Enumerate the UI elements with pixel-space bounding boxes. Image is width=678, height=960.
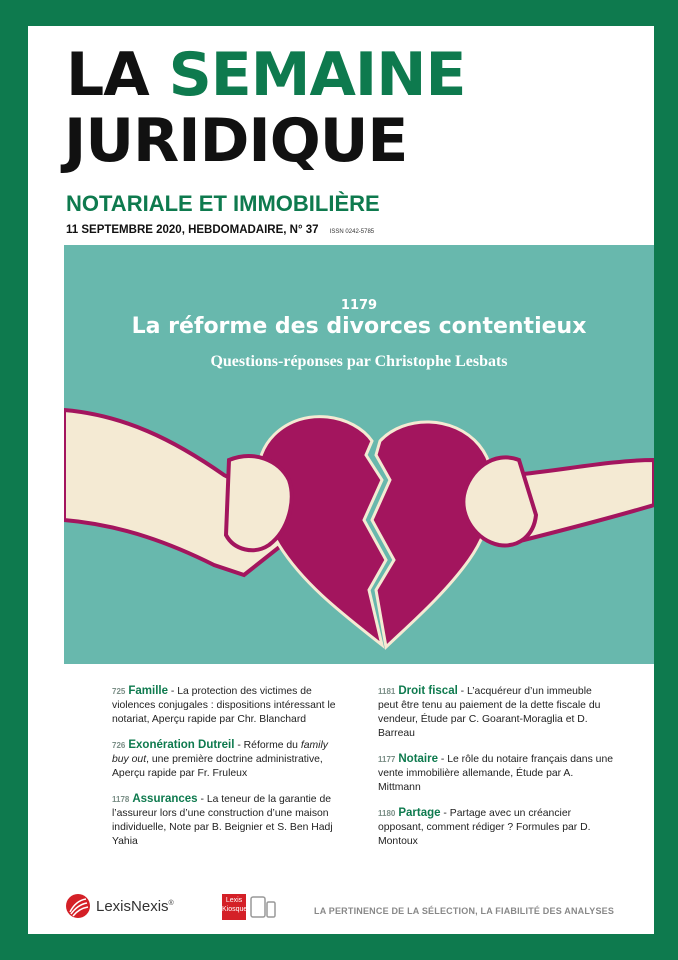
- entry-category: Famille: [128, 685, 168, 697]
- entry-number: 725: [112, 687, 126, 696]
- heart-right-half: [372, 422, 493, 647]
- lexisnexis-logo[interactable]: [66, 892, 174, 920]
- entry-text: Réforme du: [243, 740, 301, 751]
- right-hand: [463, 457, 536, 545]
- cover-illustration: [64, 245, 654, 664]
- contents-entry[interactable]: 1181 Droit fiscal - L’acquéreur d’un immeuble peut être tenu au paiement de la dette fiscale du vendeur, Étude par C. Goarant-Moraglia et D. Barreau: [378, 685, 601, 739]
- entry-text-end: , une première doctrine administrative, Aperçu rapide par Fr. Fruleux: [112, 754, 323, 779]
- entry-category: Notaire: [398, 753, 438, 765]
- slogan: LA PERTINENCE DE LA SÉLECTION, LA FIABILITÉ DES ANALYSES: [314, 906, 615, 916]
- issn: ISSN 0242-5785: [329, 229, 375, 235]
- issue-date: 11 SEPTEMBRE 2020, HEBDOMADAIRE, N° 37: [66, 224, 319, 236]
- entry-text: L’acquéreur d’un immeuble peut être tenu au paiement de la dette fiscale du vendeur, Étude par C. Goarant-Moraglia et D. Barreau: [378, 686, 601, 739]
- cover-page: [28, 26, 654, 934]
- contents-entry[interactable]: 1178 Assurances - La teneur de la garantie de l’assureur lors d’une construction d’une maison individuelle, Note par B. Beignier et S. Ben Hadj Yahia: [112, 793, 333, 847]
- lexis-kiosque-icon[interactable]: Lexis Kiosque: [222, 894, 246, 920]
- entry-category: Droit fiscal: [398, 685, 458, 697]
- cover-story-number: 1179: [340, 298, 378, 313]
- devices-icon: [250, 896, 276, 920]
- masthead-semaine: SEMAINE: [168, 40, 466, 110]
- contents-entry[interactable]: 1177 Notaire - Le rôle du notaire français dans une vente immobilière allemande, Étude par A. Mittmann: [378, 753, 614, 793]
- entry-number: 726: [112, 741, 126, 750]
- lexisnexis-emblem-icon: [66, 894, 90, 918]
- masthead-juridique: JURIDIQUE: [64, 106, 408, 176]
- contents-entry[interactable]: 726 Exonération Dutreil - Réforme du family buy out, une première doctrine administrative, Aperçu rapide par Fr. Fruleux: [112, 739, 328, 779]
- masthead-la: LA: [66, 40, 149, 110]
- entry-text-italic: family buy out: [112, 740, 328, 765]
- entry-number: 1177: [378, 755, 396, 764]
- entry-category: Partage: [398, 807, 441, 819]
- contents-left-column: [112, 684, 344, 860]
- entry-text: La teneur de la garantie de l’assureur lors d’une construction d’une maison individuelle, Note par B. Beignier et S. Ben Hadj Yahia: [112, 794, 333, 847]
- entry-text: La protection des victimes de violences conjugales : dispositions intéressant le notariat, Aperçu rapide par Chr. Blanchard: [112, 686, 336, 725]
- contents-entry[interactable]: 725 Famille - La protection des victimes de violences conjugales : dispositions intéressant le notariat, Aperçu rapide par Chr. Blanchard: [112, 685, 336, 725]
- entry-number: 1181: [378, 687, 396, 696]
- entry-number: 1178: [112, 795, 130, 804]
- cover-story-subtitle: Questions-réponses par Christophe Lesbats: [210, 353, 508, 370]
- masthead-title-line1: [66, 40, 466, 110]
- cover-story-title: La réforme des divorces contentieux: [131, 314, 587, 339]
- entry-text: Le rôle du notaire français dans une vente immobilière allemande, Étude par A. Mittmann: [378, 754, 614, 793]
- masthead-subtitle: NOTARIALE ET IMMOBILIÈRE: [66, 191, 380, 216]
- entry-category: Exonération Dutreil: [128, 739, 235, 751]
- entry-text: Partage avec un créancier opposant, comment rédiger ? Formules par D. Montoux: [378, 808, 591, 847]
- contents-right-column: [378, 684, 614, 860]
- entry-number: 1180: [378, 809, 396, 818]
- entry-category: Assurances: [132, 793, 198, 805]
- contents-entry[interactable]: 1180 Partage - Partage avec un créancier opposant, comment rédiger ? Formules par D. Montoux: [378, 807, 591, 847]
- issue-line: [66, 224, 374, 236]
- publisher-name: LexisNexis®: [96, 897, 174, 915]
